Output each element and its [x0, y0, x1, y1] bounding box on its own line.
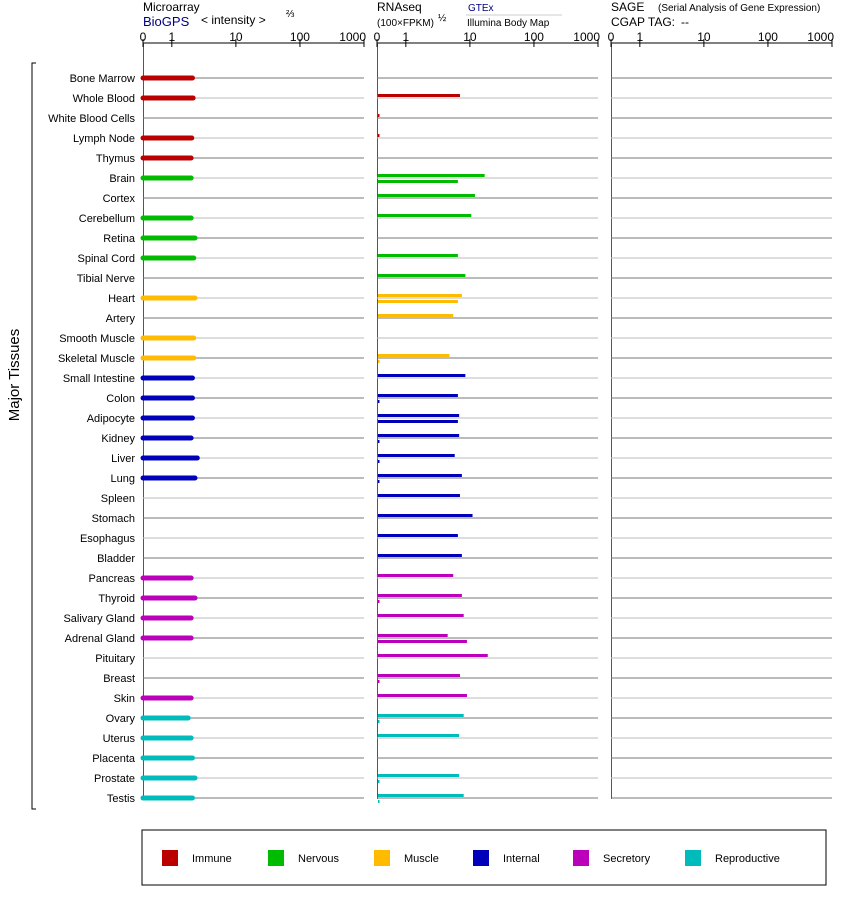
gtex-bar [378, 294, 462, 297]
gtex-bar [378, 794, 464, 797]
gtex-bar [378, 534, 458, 537]
rnaseq-tick-label: 0 [373, 30, 381, 44]
microarray-header [143, 0, 295, 29]
sage-subtitle: (Serial Analysis of Gene Expression) [658, 3, 821, 14]
gtex-bar [378, 214, 471, 217]
tissue-label: Esophagus [79, 533, 135, 545]
tissue-label: Thymus [95, 153, 135, 165]
gtex-bar [378, 554, 462, 557]
gtex-bar [378, 414, 459, 417]
legend-label: Secretory [603, 853, 651, 865]
tissue-label: Heart [108, 293, 135, 305]
illumina-bar [378, 640, 467, 643]
illumina-bar [378, 300, 458, 303]
biogps-link[interactable]: BioGPS [143, 14, 190, 29]
gtex-bar [378, 654, 488, 657]
legend-swatch [162, 850, 178, 866]
tissue-label: Colon [106, 393, 135, 405]
tissue-label: Liver [111, 453, 135, 465]
gtex-bar [378, 454, 455, 457]
legend-label: Internal [503, 853, 540, 865]
gtex-bar [378, 574, 453, 577]
tissue-label: Skeletal Muscle [57, 353, 135, 365]
legend-label: Nervous [298, 853, 339, 865]
gtex-bar [378, 734, 459, 737]
tissue-label: Cortex [102, 193, 135, 205]
gtex-bar [378, 594, 462, 597]
tissue-label: Lung [110, 473, 135, 485]
gtex-bar [378, 514, 473, 517]
tissue-label: Smooth Muscle [59, 333, 135, 345]
legend-swatch [573, 850, 589, 866]
gtex-bar [378, 634, 448, 637]
gtex-bar [378, 694, 467, 697]
microarray-scale-exponent: ⅔ [286, 9, 295, 20]
gtex-bar [378, 474, 462, 477]
tissue-label: Brain [109, 173, 135, 185]
legend-swatch [473, 850, 489, 866]
gtex-bar [378, 94, 460, 97]
gtex-bar [378, 314, 453, 317]
legend-swatch [268, 850, 284, 866]
sage-tick-label: 1000 [807, 30, 834, 44]
gtex-bar [378, 434, 459, 437]
illumina-bar [378, 680, 380, 683]
illumina-bar [378, 440, 380, 443]
legend-swatch [685, 850, 701, 866]
illumina-bar [378, 780, 380, 783]
gtex-bar [378, 134, 380, 137]
tissue-label: Placenta [92, 753, 135, 765]
microarray-tick-label: 0 [139, 30, 147, 44]
tissue-bracket [32, 63, 36, 809]
axes-layer [140, 30, 835, 799]
illumina-bar [378, 360, 380, 363]
illumina-label: Illumina Body Map [467, 18, 550, 29]
tissue-label: Retina [103, 233, 135, 245]
tissue-label: Salivary Gland [63, 613, 135, 625]
tissue-label: Kidney [101, 433, 135, 445]
microarray-tick-label: 1000 [339, 30, 366, 44]
gtex-bar [378, 354, 449, 357]
gtex-bar [378, 394, 458, 397]
tissue-label: Ovary [105, 713, 135, 725]
sage-tick-label: 100 [757, 30, 778, 44]
tissue-labels [48, 73, 136, 805]
illumina-bar [378, 400, 380, 403]
rnaseq-tick-label: 100 [523, 30, 544, 44]
gtex-bar [378, 714, 464, 717]
tissue-label: Cerebellum [78, 213, 135, 225]
tissue-label: Lymph Node [73, 133, 135, 145]
tissue-label: Adrenal Gland [64, 633, 135, 645]
illumina-bar [378, 480, 380, 483]
sage-header [611, 0, 820, 29]
tissue-label: Bladder [97, 553, 135, 565]
gtex-bar [378, 274, 465, 277]
sage-tick-label: 0 [607, 30, 615, 44]
illumina-bar [378, 600, 380, 603]
gtex-bar [378, 194, 475, 197]
tissue-label: Pancreas [88, 573, 135, 585]
gtex-bar [378, 774, 459, 777]
illumina-bar [378, 800, 380, 803]
illumina-bar [378, 720, 380, 723]
bars-layer [143, 78, 488, 803]
microarray-tick-label: 10 [229, 30, 243, 44]
gtex-bar [378, 254, 458, 257]
rnaseq-tick-label: 1000 [573, 30, 600, 44]
rnaseq-title: RNAseq [377, 0, 422, 14]
rnaseq-scale-label: (100×FPKM) [377, 18, 434, 29]
rnaseq-header [377, 0, 562, 29]
microarray-tick-label: 1 [168, 30, 176, 44]
legend-label: Immune [192, 853, 232, 865]
gtex-bar [378, 114, 380, 117]
gtex-bar [378, 614, 464, 617]
gtex-bar [378, 674, 460, 677]
tissue-label: Spleen [100, 493, 135, 505]
sage-tick-label: 1 [636, 30, 644, 44]
tissue-label: Spinal Cord [77, 253, 135, 265]
tissue-label: Whole Blood [72, 93, 135, 105]
legend-swatch [374, 850, 390, 866]
tissue-label: Testis [106, 793, 135, 805]
rnaseq-scale-exponent: ½ [438, 13, 447, 24]
tissue-label: Pituitary [95, 653, 135, 665]
gtex-link[interactable]: GTEx [468, 3, 494, 14]
microarray-tick-label: 100 [289, 30, 310, 44]
microarray-scale-label: < intensity > [201, 13, 266, 27]
tissue-label: Artery [105, 313, 135, 325]
tissue-label: Tibial Nerve [76, 273, 135, 285]
rows-layer [143, 78, 832, 798]
y-axis-title: Major Tissues [6, 328, 23, 422]
tissue-label: Breast [103, 673, 135, 685]
cgap-tag-label: CGAP TAG: [611, 15, 676, 29]
tissue-label: Stomach [91, 513, 135, 525]
tissue-label: Uterus [102, 733, 135, 745]
illumina-bar [378, 420, 458, 423]
microarray-title: Microarray [143, 0, 200, 14]
legend-label: Muscle [404, 853, 439, 865]
cgap-tag-value: -- [681, 15, 689, 29]
rnaseq-tick-label: 1 [402, 30, 410, 44]
sage-title: SAGE [611, 0, 645, 14]
illumina-bar [378, 460, 380, 463]
tissue-label: Prostate [94, 773, 135, 785]
tissue-label: Bone Marrow [69, 73, 135, 85]
tissue-label: White Blood Cells [48, 113, 135, 125]
tissue-label: Skin [113, 693, 135, 705]
gtex-bar [378, 174, 485, 177]
rnaseq-tick-label: 10 [463, 30, 477, 44]
tissue-label: Adipocyte [86, 413, 135, 425]
illumina-bar [378, 180, 458, 183]
tissue-label: Thyroid [98, 593, 135, 605]
gtex-bar [378, 374, 465, 377]
legend-label: Reproductive [715, 853, 780, 865]
gtex-bar [378, 494, 460, 497]
tissue-label: Small Intestine [62, 373, 135, 385]
sage-tick-label: 10 [697, 30, 711, 44]
